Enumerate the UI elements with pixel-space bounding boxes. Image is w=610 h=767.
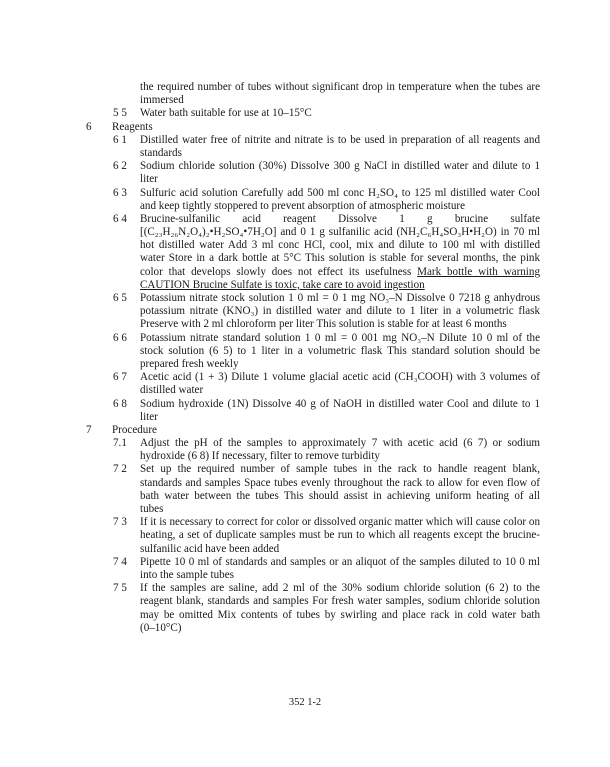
item-number: 7.1 bbox=[113, 437, 127, 450]
section-line bbox=[0, 424, 610, 437]
item-text bbox=[140, 160, 540, 186]
item-number: 6 7 bbox=[113, 371, 127, 384]
item-number: 7 5 bbox=[113, 582, 127, 595]
text-line: Sodium hydroxide (1N) Dissolve 40 g of NaOH in distilled water Cool and dilute to 1 bbox=[140, 397, 540, 410]
item-text bbox=[140, 398, 540, 424]
text-line: [(C₂₃H₂₆N₂O₄)₂•H₂SO₄•7H₂O] and 0 1 g sulfanilic acid (NH₂C₆H₄SO₃H•H₂O) in 70 ml bbox=[140, 226, 540, 239]
text-line: Preserve with 2 ml chloroform per liter This solution is stable for at least 6 months bbox=[140, 318, 507, 331]
list-item bbox=[0, 437, 610, 463]
text-line: the required number of tubes without significant drop in temperature when the tubes are bbox=[140, 81, 540, 93]
text-line: Sulfuric acid solution Carefully add 500 ml conc H₂SO₄ to 125 ml distilled water Cool bbox=[140, 186, 540, 199]
underlined-warning: Mark bottle with warning bbox=[417, 265, 540, 278]
item-text bbox=[140, 332, 540, 372]
text-line: distilled water bbox=[140, 384, 204, 397]
text-line: may be omitted Mix contents of tubes by swirling and place rack in cold water bath bbox=[140, 608, 540, 621]
item-text bbox=[140, 134, 540, 160]
section-title: Procedure bbox=[112, 423, 157, 436]
text-line: and keep tightly stoppered to prevent absorption of atmospheric moisture bbox=[140, 199, 466, 212]
text-line: If the samples are saline, add 2 ml of the 30% sodium chloride solution (6 2) to the bbox=[140, 582, 540, 595]
text-line: hot distilled water Add 3 ml conc HCl, cool, mix and dilute to 100 ml with distilled bbox=[140, 239, 540, 252]
text-line: Acetic acid (1 + 3) Dilute 1 volume glacial acetic acid (CH₃COOH) with 3 volumes of bbox=[140, 371, 540, 384]
underlined-warning: CAUTION Brucine Sulfate is toxic, take care to avoid ingestion bbox=[140, 278, 425, 291]
text-line: stock solution (6 5) to 1 liter in a volumetric flask This standard solution should be bbox=[140, 344, 540, 357]
item-number: 7 3 bbox=[113, 516, 127, 529]
text-line: into the sample tubes bbox=[140, 568, 234, 581]
item-number: 6 6 bbox=[113, 331, 127, 344]
item-number: 6 4 bbox=[113, 212, 127, 225]
text-line: immersed bbox=[140, 94, 184, 107]
text-line: Distilled water free of nitrite and nitrate is to be used in preparation of all reagents and bbox=[140, 133, 540, 146]
list-item bbox=[0, 160, 610, 186]
page-number: 352 1-2 bbox=[288, 697, 322, 708]
list-item bbox=[0, 81, 610, 107]
item-text bbox=[140, 582, 540, 635]
list-item bbox=[0, 107, 610, 120]
text-line: Sodium chloride solution (30%) Dissolve 300 g NaCl in distilled water and dilute to 1 bbox=[140, 160, 540, 173]
text-line: Potassium nitrate stock solution 1 0 ml = 0 1 mg NO₃–N Dissolve 0 7218 g anhydrous bbox=[140, 292, 540, 304]
text-line: water Store in a dark bottle at 5°C This solution is stable for several months, the pink bbox=[140, 252, 540, 265]
list-item bbox=[0, 516, 610, 556]
text-line: (0–10°C) bbox=[140, 621, 182, 634]
item-text bbox=[140, 107, 540, 120]
text-line: Adjust the pH of the samples to approximately 7 with acetic acid (6 7) or sodium bbox=[140, 437, 540, 450]
item-text bbox=[140, 213, 540, 292]
list-item bbox=[0, 187, 610, 213]
text-line: Pipette 10 0 ml of standards and samples or an aliquot of the samples diluted to 10 0 ml bbox=[140, 555, 540, 568]
list-item bbox=[0, 332, 610, 372]
text-line: potassium nitrate (KNO₃) in distilled water and dilute to 1 liter in a volumetric flask bbox=[140, 305, 540, 318]
text-line: sulfanilic acid have been added bbox=[140, 542, 280, 555]
item-number: 6 1 bbox=[113, 133, 127, 146]
text-line bbox=[140, 279, 540, 292]
list-item bbox=[0, 213, 610, 292]
list-item bbox=[0, 292, 610, 332]
text-line: tubes bbox=[140, 503, 164, 515]
list-item bbox=[0, 371, 610, 397]
item-text bbox=[140, 463, 540, 516]
text-line: prepared fresh weekly bbox=[140, 357, 239, 370]
item-text bbox=[140, 187, 540, 213]
list-item bbox=[0, 463, 610, 516]
item-number: 6 5 bbox=[113, 292, 127, 304]
item-number: 7 2 bbox=[113, 463, 127, 476]
text-line: If it is necessary to correct for color or dissolved organic matter which will cause color on bbox=[140, 516, 540, 529]
section-number: 6 bbox=[86, 120, 92, 133]
list-item bbox=[0, 134, 610, 160]
list-item bbox=[0, 556, 610, 582]
text-line: heating, a set of duplicate samples must be run to which all reagents except the brucine- bbox=[140, 529, 540, 542]
section-heading bbox=[0, 424, 610, 437]
section-title: Reagents bbox=[112, 120, 153, 133]
text-line: Set up the required number of sample tubes in the rack to handle reagent blank, bbox=[140, 463, 540, 476]
text-line: hydroxide (6 8) If necessary, filter to remove turbidity bbox=[140, 450, 380, 463]
text-line: standards and samples Space tubes evenly throughout the rack to allow for even flow of bbox=[140, 476, 540, 489]
section-line bbox=[0, 121, 610, 134]
text-line: Brucine-sulfanilic acid reagent Dissolve 1 g brucine sulfate bbox=[140, 212, 540, 225]
item-number: 5 5 bbox=[113, 107, 127, 120]
document-body bbox=[0, 81, 610, 635]
item-number: 7 4 bbox=[113, 555, 127, 568]
item-text bbox=[140, 516, 540, 556]
section-number: 7 bbox=[86, 423, 92, 436]
item-number: 6 2 bbox=[113, 160, 127, 173]
text-line: Water bath suitable for use at 10–15°C bbox=[140, 107, 312, 120]
text-line: reagent blank, standards and samples For fresh water samples, sodium chloride solution bbox=[140, 595, 540, 608]
text-line: bath water between the tubes This should assist in achieving uniform heating of all bbox=[140, 489, 540, 502]
item-text bbox=[140, 81, 540, 107]
list-item bbox=[0, 582, 610, 635]
item-text bbox=[140, 437, 540, 463]
item-text bbox=[140, 371, 540, 397]
item-number: 6 3 bbox=[113, 186, 127, 199]
text-line: standards bbox=[140, 146, 182, 159]
item-number: 6 8 bbox=[113, 397, 127, 410]
item-text bbox=[140, 556, 540, 582]
text-line bbox=[140, 266, 540, 279]
section-heading bbox=[0, 121, 610, 134]
list-item bbox=[0, 398, 610, 424]
item-text bbox=[140, 292, 540, 332]
text-segment: color that develops slowly does not effect its usefulness bbox=[140, 265, 418, 278]
text-line: liter bbox=[140, 410, 158, 423]
text-line: liter bbox=[140, 173, 158, 186]
text-line: Potassium nitrate standard solution 1 0 ml = 0 001 mg NO₃–N Dilute 10 0 ml of the bbox=[140, 331, 540, 344]
